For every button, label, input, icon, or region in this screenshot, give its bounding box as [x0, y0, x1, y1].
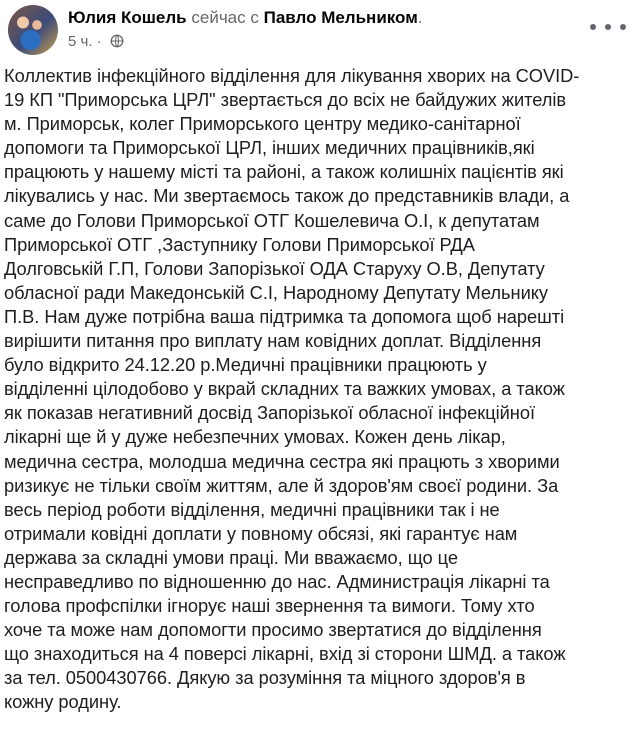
post-text-line: Коллектив інфекційного відділення для лікування хворих на COVID- — [4, 65, 580, 86]
post-meta — [68, 33, 124, 51]
post-text-line: м. Приморськ, колег Приморського центру медико-санітарної — [4, 113, 521, 135]
post-text-line: працюють у нашему місті та районі, а також колишніх пацієнтів які — [4, 161, 564, 183]
more-dot-icon — [620, 24, 626, 30]
post-timestamp[interactable]: 5 ч. — [68, 33, 93, 50]
post-text-line: вирішити питання про виплату нам ковідних доплат. Відділення — [4, 330, 542, 352]
tagged-person-name[interactable]: Павло Мельником — [263, 8, 418, 27]
post-text-line: весь період роботи відділення, медичні працівники так і не — [4, 498, 500, 520]
post-text-line: було відкрито 24.12.20 р.Медичні працівники працюють у — [4, 354, 487, 376]
post-text-line: Приморської ОТГ ,Заступнику Голови Приморської РДА — [4, 233, 475, 255]
post-text-line: голова профспілки ігнорує наші звернення та вимоги. Тому хто — [4, 595, 535, 617]
more-dot-icon — [605, 24, 611, 30]
post-text-line: медична сестра, молодша медична сестра які працють з хворими — [4, 450, 560, 472]
post-text-line: держава за складні умови праці. Ми вважаємо, що це — [4, 546, 458, 568]
post-text-line: Долговській Г.П, Голови Запорізької ОДА Старуху О.В, Депутату — [4, 257, 545, 279]
post-header — [0, 0, 640, 62]
globe-icon — [110, 34, 124, 48]
post-text-line: відділенні цілодобово у вкрай складних та важких умовах, а також — [4, 378, 565, 400]
post-text-line: саме до Голови Приморської ОТГ Кошелевича О.І, к депутатам — [4, 209, 540, 231]
with-suffix: . — [417, 8, 423, 27]
post-text-line: 19 КП "Приморська ЦРЛ" звертається до всіх не байдужих жителів — [4, 89, 567, 111]
post-text-line: як показав негативний досвід Запорізької обласної інфекційної — [4, 402, 535, 424]
post-body-text — [4, 64, 634, 715]
post-text-line: несправедливо по відношенню до нас. Администрація лікарні та — [4, 570, 550, 592]
post-text-line: що знаходиться на 4 поверсі лікарні, вхід зі сторони ШМД. а також — [4, 643, 566, 665]
post-text-line: П.В. Нам дуже потрібна ваша підтримка та допомога щоб нарешті — [4, 305, 565, 327]
post-text-line: хоче та може нам допомогти просимо звертатися до відділення — [4, 619, 542, 641]
post-text-line: ризикує не тільки своїм життям, але й здоров'ям своєї родини. За — [4, 474, 559, 496]
more-options-button[interactable] — [590, 16, 626, 38]
post-author-line — [68, 7, 423, 29]
post-text-line: обласної ради Македонській С.І, Народному Депутату Мельнику — [4, 281, 548, 303]
post-text-line: лікарні ще й у дуже небезпечних умовах. Кожен день лікар, — [4, 426, 506, 448]
post-text-line: отримали ковідні доплати у повному обсязі, які гарантує нам — [4, 522, 518, 544]
author-avatar[interactable] — [8, 5, 58, 55]
post-text-line: лікувались у нас. Ми звертаємось також до представників влади, а — [4, 185, 570, 207]
author-name[interactable]: Юлия Кошель — [68, 8, 187, 27]
post-text-line: за тел. 0500430766. Дякую за розуміння та міцного здоров'я в — [4, 667, 526, 689]
post-text-line: кожну родину. — [4, 691, 122, 713]
post-text-line: допомоги та Приморської ЦРЛ, інших медичних працівників,які — [4, 137, 535, 159]
more-dot-icon — [590, 24, 596, 30]
meta-separator: · — [96, 33, 102, 50]
with-prefix: сейчас с — [191, 8, 259, 27]
